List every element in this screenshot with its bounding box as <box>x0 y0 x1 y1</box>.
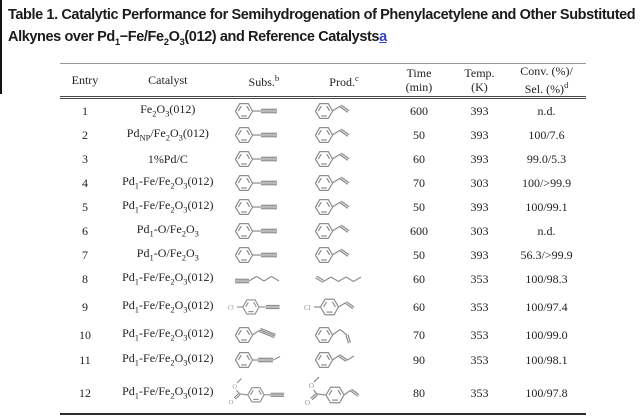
cell-substrate <box>226 373 302 413</box>
cell-substrate <box>226 219 302 243</box>
cell-entry: 3 <box>81 152 88 166</box>
cell-conv-sel: 100/99.0 <box>525 328 568 342</box>
cell-entry: 9 <box>81 300 88 314</box>
cell-catalyst: $Pd_{NP}/Fe_2O_3(012)$ <box>126 125 209 143</box>
table-title-line: Alkynes over $Pd_1-Fe/Fe_2O_3(012)$ and Reference Catalystsa <box>8 28 387 48</box>
cell-catalyst: $Pd_1-Fe/Fe_2O_3(012)$ <box>122 269 214 287</box>
cell-substrate <box>226 323 302 347</box>
cell-entry: 12 <box>78 386 91 400</box>
substrate-structure <box>232 195 296 219</box>
cell-substrate <box>226 171 302 195</box>
cell-temp: 393 <box>470 128 489 142</box>
col-header-prod: Prod.$^c$ <box>329 73 359 89</box>
table-row <box>60 267 586 291</box>
cell-catalyst: $Pd_1-Fe/Fe_2O_3(012)$ <box>122 350 214 368</box>
substrate-structure <box>232 219 296 243</box>
svg-text:O: O <box>232 383 237 391</box>
catalytic-performance-table <box>60 63 586 415</box>
footnote-a-link[interactable]: a <box>379 28 387 45</box>
cell-product <box>302 219 386 243</box>
cell-catalyst: $Pd_1-O/Fe_2O_3$ <box>136 221 199 239</box>
product-structure <box>312 99 376 123</box>
cell-catalyst: $Pd_1-Fe/Fe_2O_3(012)$ <box>122 197 214 215</box>
cell-substrate <box>226 267 302 291</box>
cell-catalyst: 1%Pd/C <box>147 152 188 166</box>
table-title <box>8 5 640 53</box>
cell-temp: 393 <box>470 104 489 118</box>
cell-entry: 5 <box>81 200 88 214</box>
product-structure <box>312 195 376 219</box>
cell-product <box>302 123 386 147</box>
cell-entry: 7 <box>81 248 88 262</box>
cell-conv-sel: 100/97.8 <box>525 386 568 400</box>
substrate-structure <box>232 123 296 147</box>
cell-time: 600 <box>409 224 428 238</box>
cell-product <box>302 147 386 171</box>
product-structure <box>312 219 376 243</box>
table-row <box>60 323 586 347</box>
cell-product <box>302 99 386 123</box>
cell-product <box>302 195 386 219</box>
cell-substrate <box>226 147 302 171</box>
cell-product <box>302 373 386 413</box>
substrate-structure <box>232 323 296 347</box>
cell-conv-sel: n.d. <box>537 224 556 238</box>
cell-conv-sel: 56.3/>99.9 <box>520 248 573 262</box>
cell-time: 50 <box>412 128 425 142</box>
cell-substrate <box>226 123 302 147</box>
cell-conv-sel: 99.0/5.3 <box>526 152 567 166</box>
cell-substrate <box>226 99 302 123</box>
cell-time: 60 <box>412 300 425 314</box>
product-structure <box>312 171 376 195</box>
cell-conv-sel: 100/99.1 <box>525 200 568 214</box>
cell-temp: 393 <box>470 152 489 166</box>
table-title-line: Table 1. Catalytic Performance for Semihydrogenation of Phenylacetylene and Other Substituted <box>8 7 636 23</box>
table-body <box>60 99 586 415</box>
table-row <box>60 171 586 195</box>
cell-conv-sel: 100/98.1 <box>525 353 568 367</box>
cell-temp: 393 <box>470 248 489 262</box>
col-header-entry: Entry <box>71 73 99 87</box>
table-row <box>60 347 586 373</box>
product-structure <box>312 348 376 372</box>
substrate-structure <box>232 99 296 123</box>
left-edge-mark <box>0 0 2 94</box>
table-row <box>60 147 586 171</box>
substrate-structure <box>232 243 296 267</box>
substrate-structure <box>232 147 296 171</box>
substrate-structure <box>232 348 296 372</box>
svg-text:O: O <box>309 382 315 390</box>
table-row <box>60 123 586 147</box>
cell-time: 80 <box>412 386 425 400</box>
cell-catalyst: $Pd_1-Fe/Fe_2O_3(012)$ <box>122 325 214 343</box>
cell-temp: 303 <box>470 224 489 238</box>
substrate-structure <box>232 171 296 195</box>
cell-product <box>302 291 386 323</box>
table-row <box>60 373 586 413</box>
cell-time: 70 <box>412 328 425 342</box>
cell-catalyst: $Fe_2O_3(012)$ <box>140 101 196 119</box>
cell-temp: 353 <box>470 328 489 342</box>
table-row <box>60 195 586 219</box>
cell-entry: 10 <box>78 328 91 342</box>
product-structure <box>312 243 376 267</box>
cell-conv-sel: 100/98.3 <box>525 272 568 286</box>
cell-conv-sel: n.d. <box>537 104 556 118</box>
svg-text:O: O <box>228 398 234 406</box>
svg-text:Cl: Cl <box>227 304 234 312</box>
cell-time: 60 <box>412 272 425 286</box>
substrate-structure <box>226 293 302 321</box>
substrate-structure <box>226 374 302 412</box>
table-header-row <box>60 63 586 99</box>
cell-time: 60 <box>412 152 425 166</box>
cell-product <box>302 243 386 267</box>
cell-substrate <box>226 291 302 323</box>
cell-substrate <box>226 347 302 373</box>
cell-conv-sel: 100/97.4 <box>525 300 568 314</box>
cell-entry: 8 <box>81 272 88 286</box>
cell-time: 70 <box>412 176 425 190</box>
cell-product <box>302 267 386 291</box>
cell-entry: 2 <box>81 128 88 142</box>
cell-temp: 353 <box>470 353 489 367</box>
cell-entry: 6 <box>81 224 88 238</box>
cell-time: 50 <box>412 200 425 214</box>
product-structure <box>312 123 376 147</box>
col-header-temp: Temp. (K) <box>464 66 495 94</box>
col-header-subs: Subs.$^b$ <box>248 73 280 89</box>
product-structure <box>310 267 378 291</box>
cell-time: 50 <box>412 248 425 262</box>
product-structure <box>302 374 386 412</box>
table-row <box>60 99 586 123</box>
cell-product <box>302 171 386 195</box>
product-structure <box>312 147 376 171</box>
cell-entry: 4 <box>81 176 88 190</box>
substrate-structure <box>230 267 298 291</box>
table-row <box>60 219 586 243</box>
cell-product <box>302 347 386 373</box>
cell-catalyst: $Pd_1-Fe/Fe_2O_3(012)$ <box>122 173 214 191</box>
table-row <box>60 291 586 323</box>
cell-catalyst: $Pd_1-Fe/Fe_2O_3(012)$ <box>122 297 214 315</box>
col-header-catalyst: Catalyst <box>148 73 188 87</box>
cell-temp: 303 <box>470 176 489 190</box>
product-structure <box>302 293 386 321</box>
cell-time: 90 <box>412 353 425 367</box>
cell-product <box>302 323 386 347</box>
cell-temp: 393 <box>470 200 489 214</box>
cell-conv-sel: 100/7.6 <box>528 128 565 142</box>
svg-text:Cl: Cl <box>304 304 311 312</box>
cell-time: 600 <box>409 104 428 118</box>
cell-catalyst: $Pd_1-O/Fe_2O_3$ <box>136 245 199 263</box>
cell-conv-sel: 100/>99.9 <box>521 176 572 190</box>
col-header-conv: Conv. (%)/ Sel. (%)$^d$ <box>520 64 573 96</box>
cell-substrate <box>226 195 302 219</box>
cell-entry: 11 <box>79 353 91 367</box>
product-structure <box>312 323 376 347</box>
cell-temp: 353 <box>470 300 489 314</box>
cell-temp: 353 <box>470 386 489 400</box>
cell-substrate <box>226 243 302 267</box>
svg-text:O: O <box>305 399 311 407</box>
table-row <box>60 243 586 267</box>
cell-entry: 1 <box>81 104 88 118</box>
cell-catalyst: $Pd_1-Fe/Fe_2O_3(012)$ <box>122 383 214 401</box>
col-header-time: Time (min) <box>405 66 433 94</box>
cell-temp: 353 <box>470 272 489 286</box>
